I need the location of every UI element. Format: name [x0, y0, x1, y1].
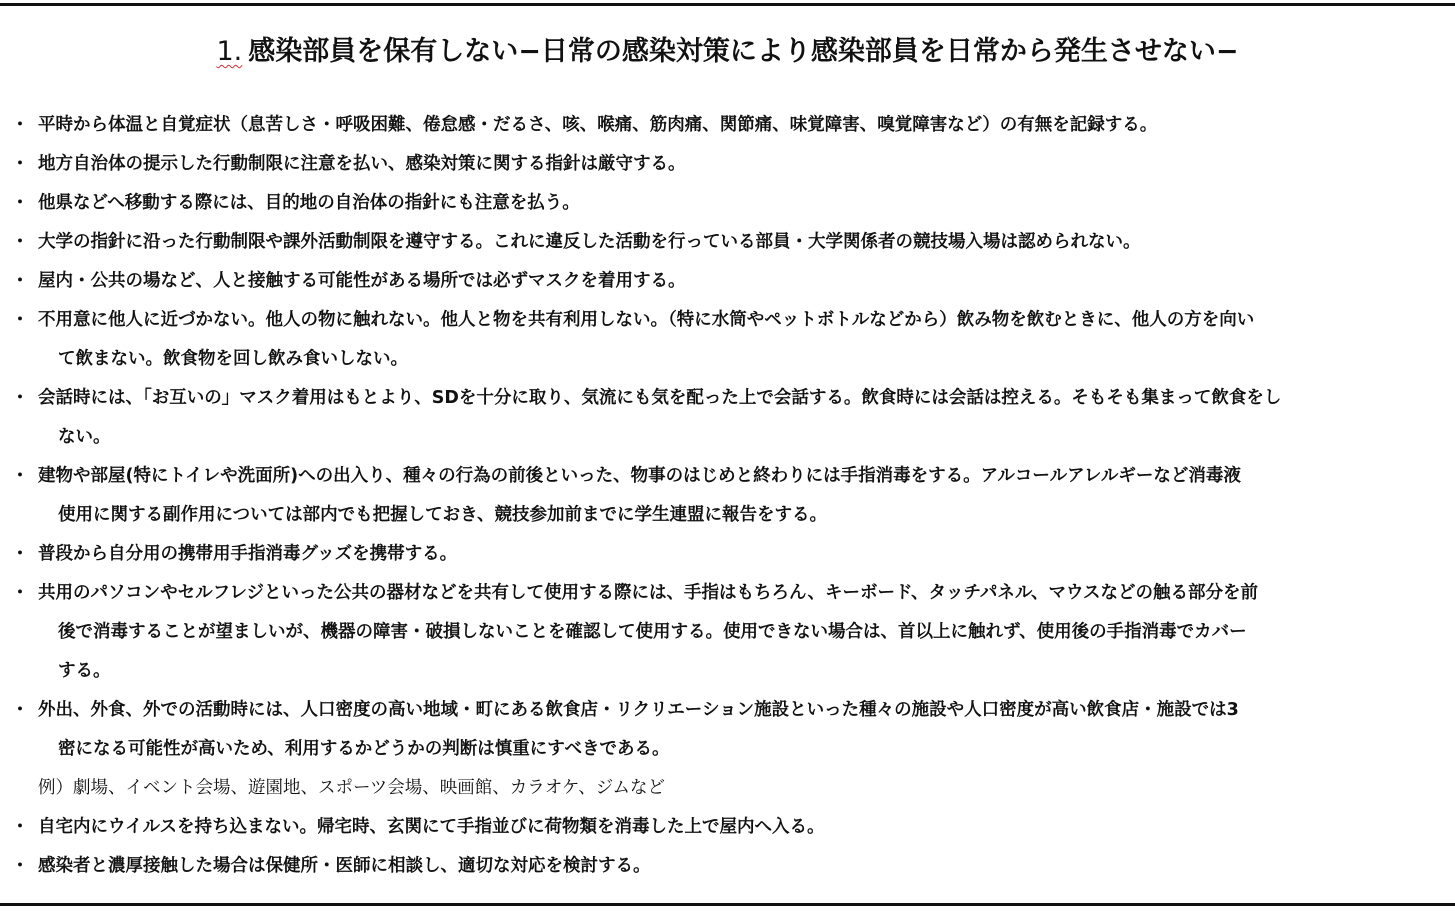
list-item-text: 会話時には、「お互いの」マスク着用はもとより、SDを十分に取り、気流にも気を配った上で会話する。飲食時には会話は控える。そもそも集まって飲食をし	[38, 388, 1282, 408]
list-item-text: 平時から体温と自覚症状（息苦しさ・呼吸困難、倦怠感・だるさ、咳、喉痛、筋肉痛、関節痛、味覚障害、嗅覚障害など）の有無を記録する。	[38, 115, 1158, 135]
bullet-icon: ・	[11, 310, 29, 330]
bullet-icon: ・	[11, 115, 29, 135]
list-item-continuation: て飲まない。飲食物を回し飲み食いしない。	[58, 349, 408, 369]
bullet-icon: ・	[11, 466, 29, 486]
list-item-continuation: 後で消毒することが望ましいが、機器の障害・破損しないことを確認して使用する。使用できない場合は、首以上に触れず、使用後の手指消毒でカバー	[58, 622, 1247, 642]
list-item-text: 建物や部屋(特にトイレや洗面所)への出入り、種々の行為の前後といった、物事のはじめと終わりには手指消毒をする。アルコールアレルギーなど消毒液	[38, 466, 1241, 486]
list-item-text: 外出、外食、外での活動時には、人口密度の高い地域・町にある飲食店・リクリエーション施設といった種々の施設や人口密度が高い飲食店・施設では3	[38, 700, 1239, 720]
list-item-continuation: 使用に関する副作用については部内でも把握しておき、競技参加前までに学生連盟に報告をする。	[58, 505, 827, 525]
list-item	[10, 184, 1450, 223]
list-item	[10, 223, 1450, 262]
list-item	[10, 301, 1450, 379]
bullet-icon: ・	[11, 817, 29, 837]
bullet-icon: ・	[11, 544, 29, 564]
list-item-text: 感染者と濃厚接触した場合は保健所・医師に相談し、適切な対応を検討する。	[38, 856, 651, 876]
top-rule	[0, 3, 1455, 6]
list-item	[10, 262, 1450, 301]
page-title	[0, 32, 1455, 72]
bullet-icon: ・	[11, 154, 29, 174]
list-item-text: 地方自治体の提示した行動制限に注意を払い、感染対策に関する指針は厳守する。	[38, 154, 686, 174]
list-item	[10, 691, 1450, 769]
list-item-text: 自宅内にウイルスを持ち込まない。帰宅時、玄関にて手指並びに荷物類を消毒した上で屋内へ入る。	[38, 817, 825, 837]
bullet-icon: ・	[11, 700, 29, 720]
list-item	[10, 145, 1450, 184]
guideline-list	[10, 106, 1450, 886]
bullet-icon: ・	[11, 271, 29, 291]
bottom-rule	[0, 903, 1455, 906]
title-number: 1.	[216, 36, 243, 67]
bullet-icon: ・	[11, 856, 29, 876]
list-item-text: 大学の指針に沿った行動制限や課外活動制限を遵守する。これに違反した活動を行っている部員・大学関係者の競技場入場は認められない。	[38, 232, 1141, 252]
list-item-continuation: 密になる可能性が高いため、利用するかどうかの判断は慎重にすべきである。	[58, 739, 670, 759]
bullet-icon: ・	[11, 232, 29, 252]
bullet-icon: ・	[11, 388, 29, 408]
title-text: 感染部員を保有しない−日常の感染対策により感染部員を日常から発生させない−	[248, 36, 1239, 67]
example-note: 例）劇場、イベント会場、遊園地、スポーツ会場、映画館、カラオケ、ジムなど	[38, 778, 666, 798]
bullet-icon: ・	[11, 583, 29, 603]
bullet-icon: ・	[11, 193, 29, 213]
list-item-continuation: する。	[58, 661, 111, 681]
list-item	[10, 847, 1450, 886]
list-item-text: 普段から自分用の携帯用手指消毒グッズを携帯する。	[38, 544, 458, 564]
list-item	[10, 457, 1450, 535]
list-item-text: 不用意に他人に近づかない。他人の物に触れない。他人と物を共有利用しない。（特に水筒やペットボトルなどから）飲み物を飲むときに、他人の方を向い	[38, 310, 1255, 330]
list-item-continuation: ない。	[58, 427, 111, 447]
list-item-text: 共用のパソコンやセルフレジといった公共の器材などを共有して使用する際には、手指はもちろん、キーボード、タッチパネル、マウスなどの触る部分を前	[38, 583, 1259, 603]
list-item	[10, 808, 1450, 847]
list-item	[10, 574, 1450, 691]
list-item	[10, 535, 1450, 574]
list-item	[10, 106, 1450, 145]
list-item-text: 屋内・公共の場など、人と接触する可能性がある場所では必ずマスクを着用する。	[38, 271, 686, 291]
list-item	[10, 379, 1450, 457]
list-item-text: 他県などへ移動する際には、目的地の自治体の指針にも注意を払う。	[38, 193, 580, 213]
